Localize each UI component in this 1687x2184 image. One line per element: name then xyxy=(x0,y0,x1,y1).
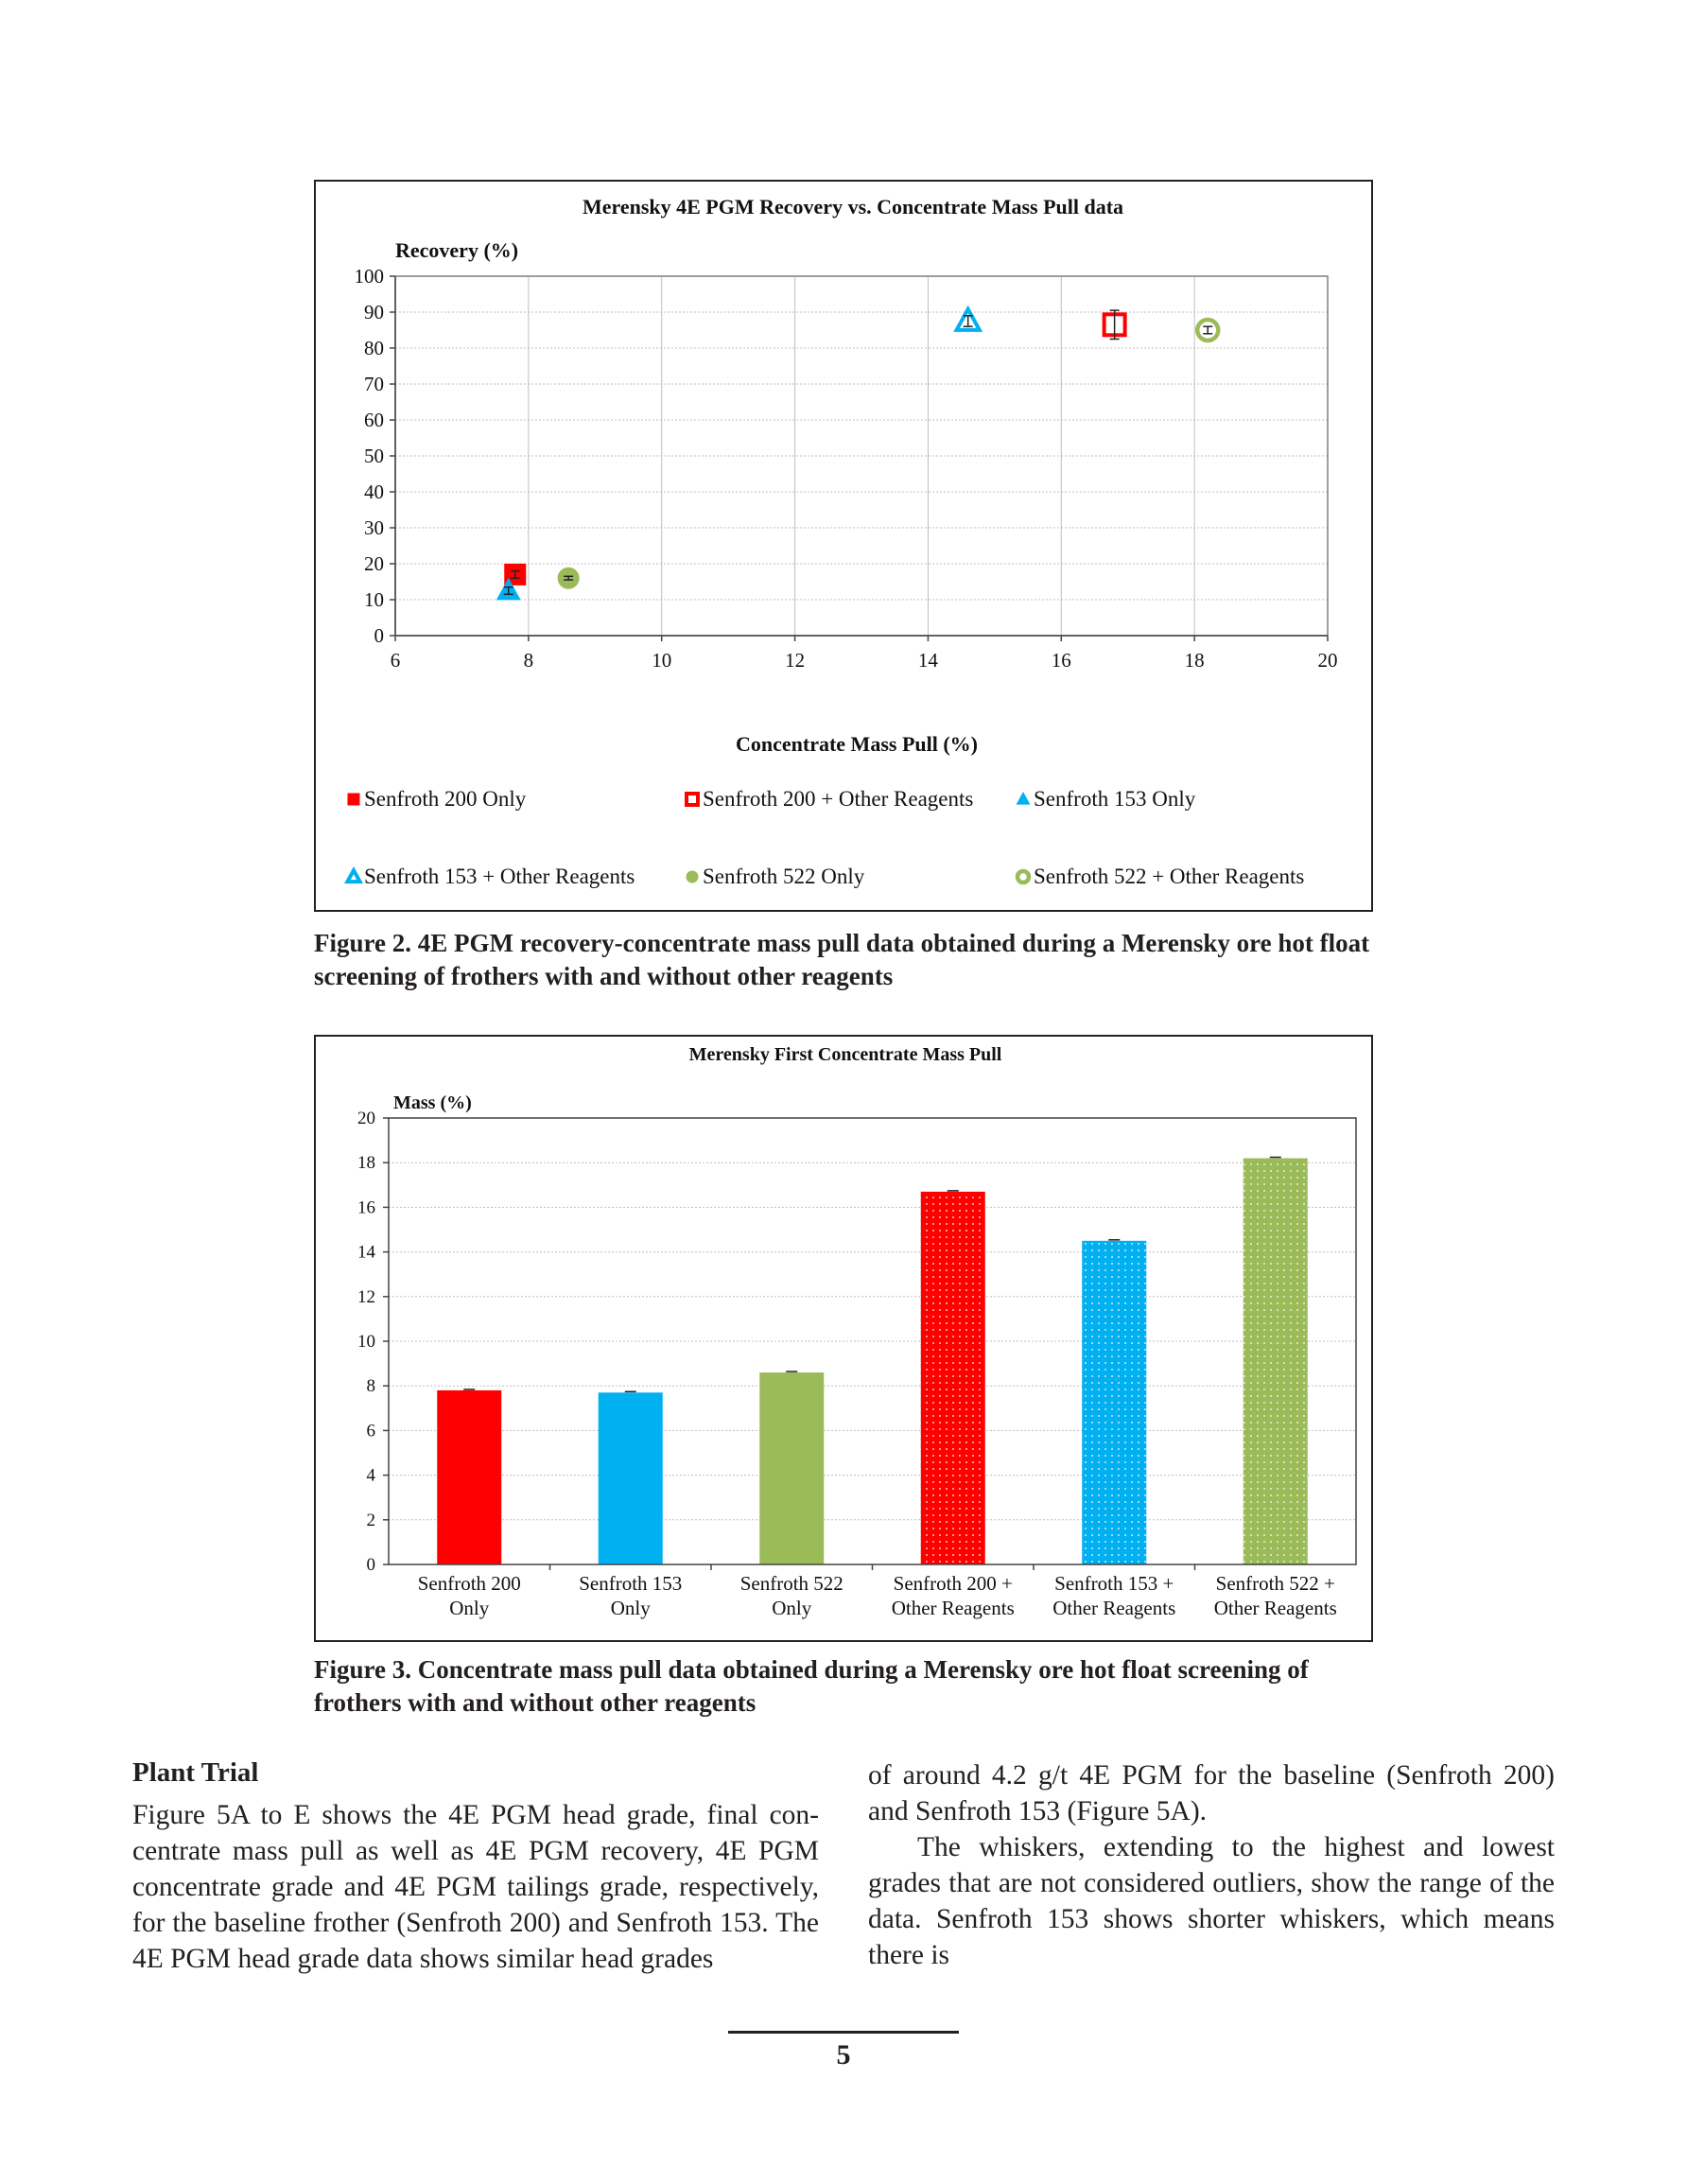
y-tick-label: 18 xyxy=(357,1153,375,1174)
body-paragraph: The whiskers, extending to the highest and lowest grades that are not considered outliers, show the range of the data. Senfroth 153 shows shorter whiskers, which means there is xyxy=(868,1832,1555,1970)
x-tick-label: 14 xyxy=(917,649,938,672)
section-heading: Plant Trial xyxy=(132,1757,259,1788)
x-tick-label: 10 xyxy=(652,649,672,672)
chart-title: Merensky First Concentrate Mass Pull xyxy=(688,1044,1002,1065)
legend-marker xyxy=(348,794,359,805)
y-tick-label: 70 xyxy=(364,373,384,395)
legend-entry: Senfroth 522 + Other Reagents xyxy=(1034,865,1305,888)
right-column xyxy=(868,1757,1555,1973)
legend-entry: Senfroth 522 Only xyxy=(703,865,865,888)
x-tick-label: 12 xyxy=(785,649,806,672)
body-paragraph: of around 4.2 g/t 4E PGM for the baseline (Senfroth 200) and Senfroth 153 (Figure 5A). xyxy=(868,1760,1555,1826)
recovery-vs-mass-pull-scatter-chart xyxy=(316,182,1371,910)
y-tick-label: 0 xyxy=(374,624,384,647)
x-category-label: Other Reagents xyxy=(1052,1597,1176,1619)
y-axis-label: Recovery (%) xyxy=(395,238,519,262)
x-category-label: Only xyxy=(772,1597,812,1619)
bar-4 xyxy=(1082,1241,1146,1564)
mass-pull-bar-chart xyxy=(316,1037,1371,1640)
y-tick-label: 2 xyxy=(366,1510,375,1530)
y-tick-label: 30 xyxy=(364,516,384,539)
x-category-label: Other Reagents xyxy=(1213,1597,1337,1619)
legend-entry: Senfroth 200 + Other Reagents xyxy=(703,787,974,811)
y-tick-label: 20 xyxy=(357,1109,375,1128)
legend-entry: Senfroth 153 Only xyxy=(1034,787,1196,811)
bar-3 xyxy=(921,1192,985,1564)
x-tick-label: 20 xyxy=(1317,649,1338,672)
footer-rule xyxy=(728,2031,959,2034)
y-tick-label: 8 xyxy=(366,1376,375,1397)
chart-legend xyxy=(347,787,1304,888)
x-category-label: Only xyxy=(449,1597,490,1619)
figure-3-caption: Figure 3. Concentrate mass pull data obtained during a Merensky ore hot float screening of frothers with and without other reagents xyxy=(314,1655,1309,1717)
x-tick-label: 18 xyxy=(1184,649,1205,672)
x-axis-label: Concentrate Mass Pull (%) xyxy=(735,732,979,756)
legend-marker xyxy=(687,794,698,805)
bar-2 xyxy=(759,1372,824,1564)
y-tick-label: 60 xyxy=(364,409,384,431)
x-category-label: Senfroth 522 + xyxy=(1215,1572,1335,1595)
x-category-label: Senfroth 153 + xyxy=(1054,1572,1174,1595)
x-category-label: Senfroth 522 xyxy=(739,1572,844,1595)
x-tick-label: 8 xyxy=(523,649,534,672)
y-axis-label: Mass (%) xyxy=(393,1092,472,1113)
x-category-label: Only xyxy=(610,1597,651,1619)
x-category-label: Senfroth 200 xyxy=(417,1572,521,1595)
x-tick-label: 16 xyxy=(1051,649,1071,672)
y-tick-label: 20 xyxy=(364,552,384,575)
bar-5 xyxy=(1244,1158,1308,1564)
y-tick-label: 40 xyxy=(364,480,384,503)
x-category-label: Senfroth 200 + xyxy=(893,1572,1013,1595)
y-tick-label: 80 xyxy=(364,337,384,359)
body-paragraph: Figure 5A to E shows the 4E PGM head grade, final concentrate mass pull as well as 4E PGM recovery, 4E PGM concentrate grade and 4E PGM tailings grade, respectively, for the baseline frother (Senfroth 200) and Senfroth 153. The 4E PGM head grade data shows similar head grades xyxy=(132,1800,819,1974)
y-tick-label: 0 xyxy=(366,1555,375,1575)
legend-entry: Senfroth 153 + Other Reagents xyxy=(364,865,635,888)
y-tick-label: 50 xyxy=(364,445,384,467)
left-column xyxy=(132,1797,819,1977)
legend-marker xyxy=(347,870,359,882)
chart-title: Merensky 4E PGM Recovery vs. Concentrate Mass Pull data xyxy=(582,195,1124,218)
figure-3-frame xyxy=(314,1035,1373,1642)
legend-marker xyxy=(1017,793,1029,804)
legend-entry: Senfroth 200 Only xyxy=(364,787,527,811)
y-tick-label: 6 xyxy=(366,1421,375,1441)
y-tick-label: 12 xyxy=(357,1286,375,1307)
x-category-label: Other Reagents xyxy=(891,1597,1015,1619)
x-tick-label: 6 xyxy=(390,649,401,672)
y-tick-label: 4 xyxy=(366,1465,375,1486)
figure-2-caption: Figure 2. 4E PGM recovery-concentrate mass pull data obtained during a Merensky ore hot float screening of frothers with and without other reagents xyxy=(314,929,1370,990)
y-tick-label: 10 xyxy=(364,588,384,611)
x-category-label: Senfroth 153 xyxy=(579,1572,683,1595)
bar-0 xyxy=(437,1390,501,1564)
y-tick-label: 10 xyxy=(357,1332,375,1352)
y-tick-label: 100 xyxy=(354,265,384,288)
page-number: 5 xyxy=(836,2039,851,2070)
bar-1 xyxy=(599,1392,663,1564)
legend-marker xyxy=(687,871,698,882)
y-tick-label: 90 xyxy=(364,301,384,323)
figure-2-frame xyxy=(314,180,1373,912)
legend-marker xyxy=(1017,871,1029,882)
y-tick-label: 16 xyxy=(357,1197,375,1218)
y-tick-label: 14 xyxy=(357,1242,375,1263)
